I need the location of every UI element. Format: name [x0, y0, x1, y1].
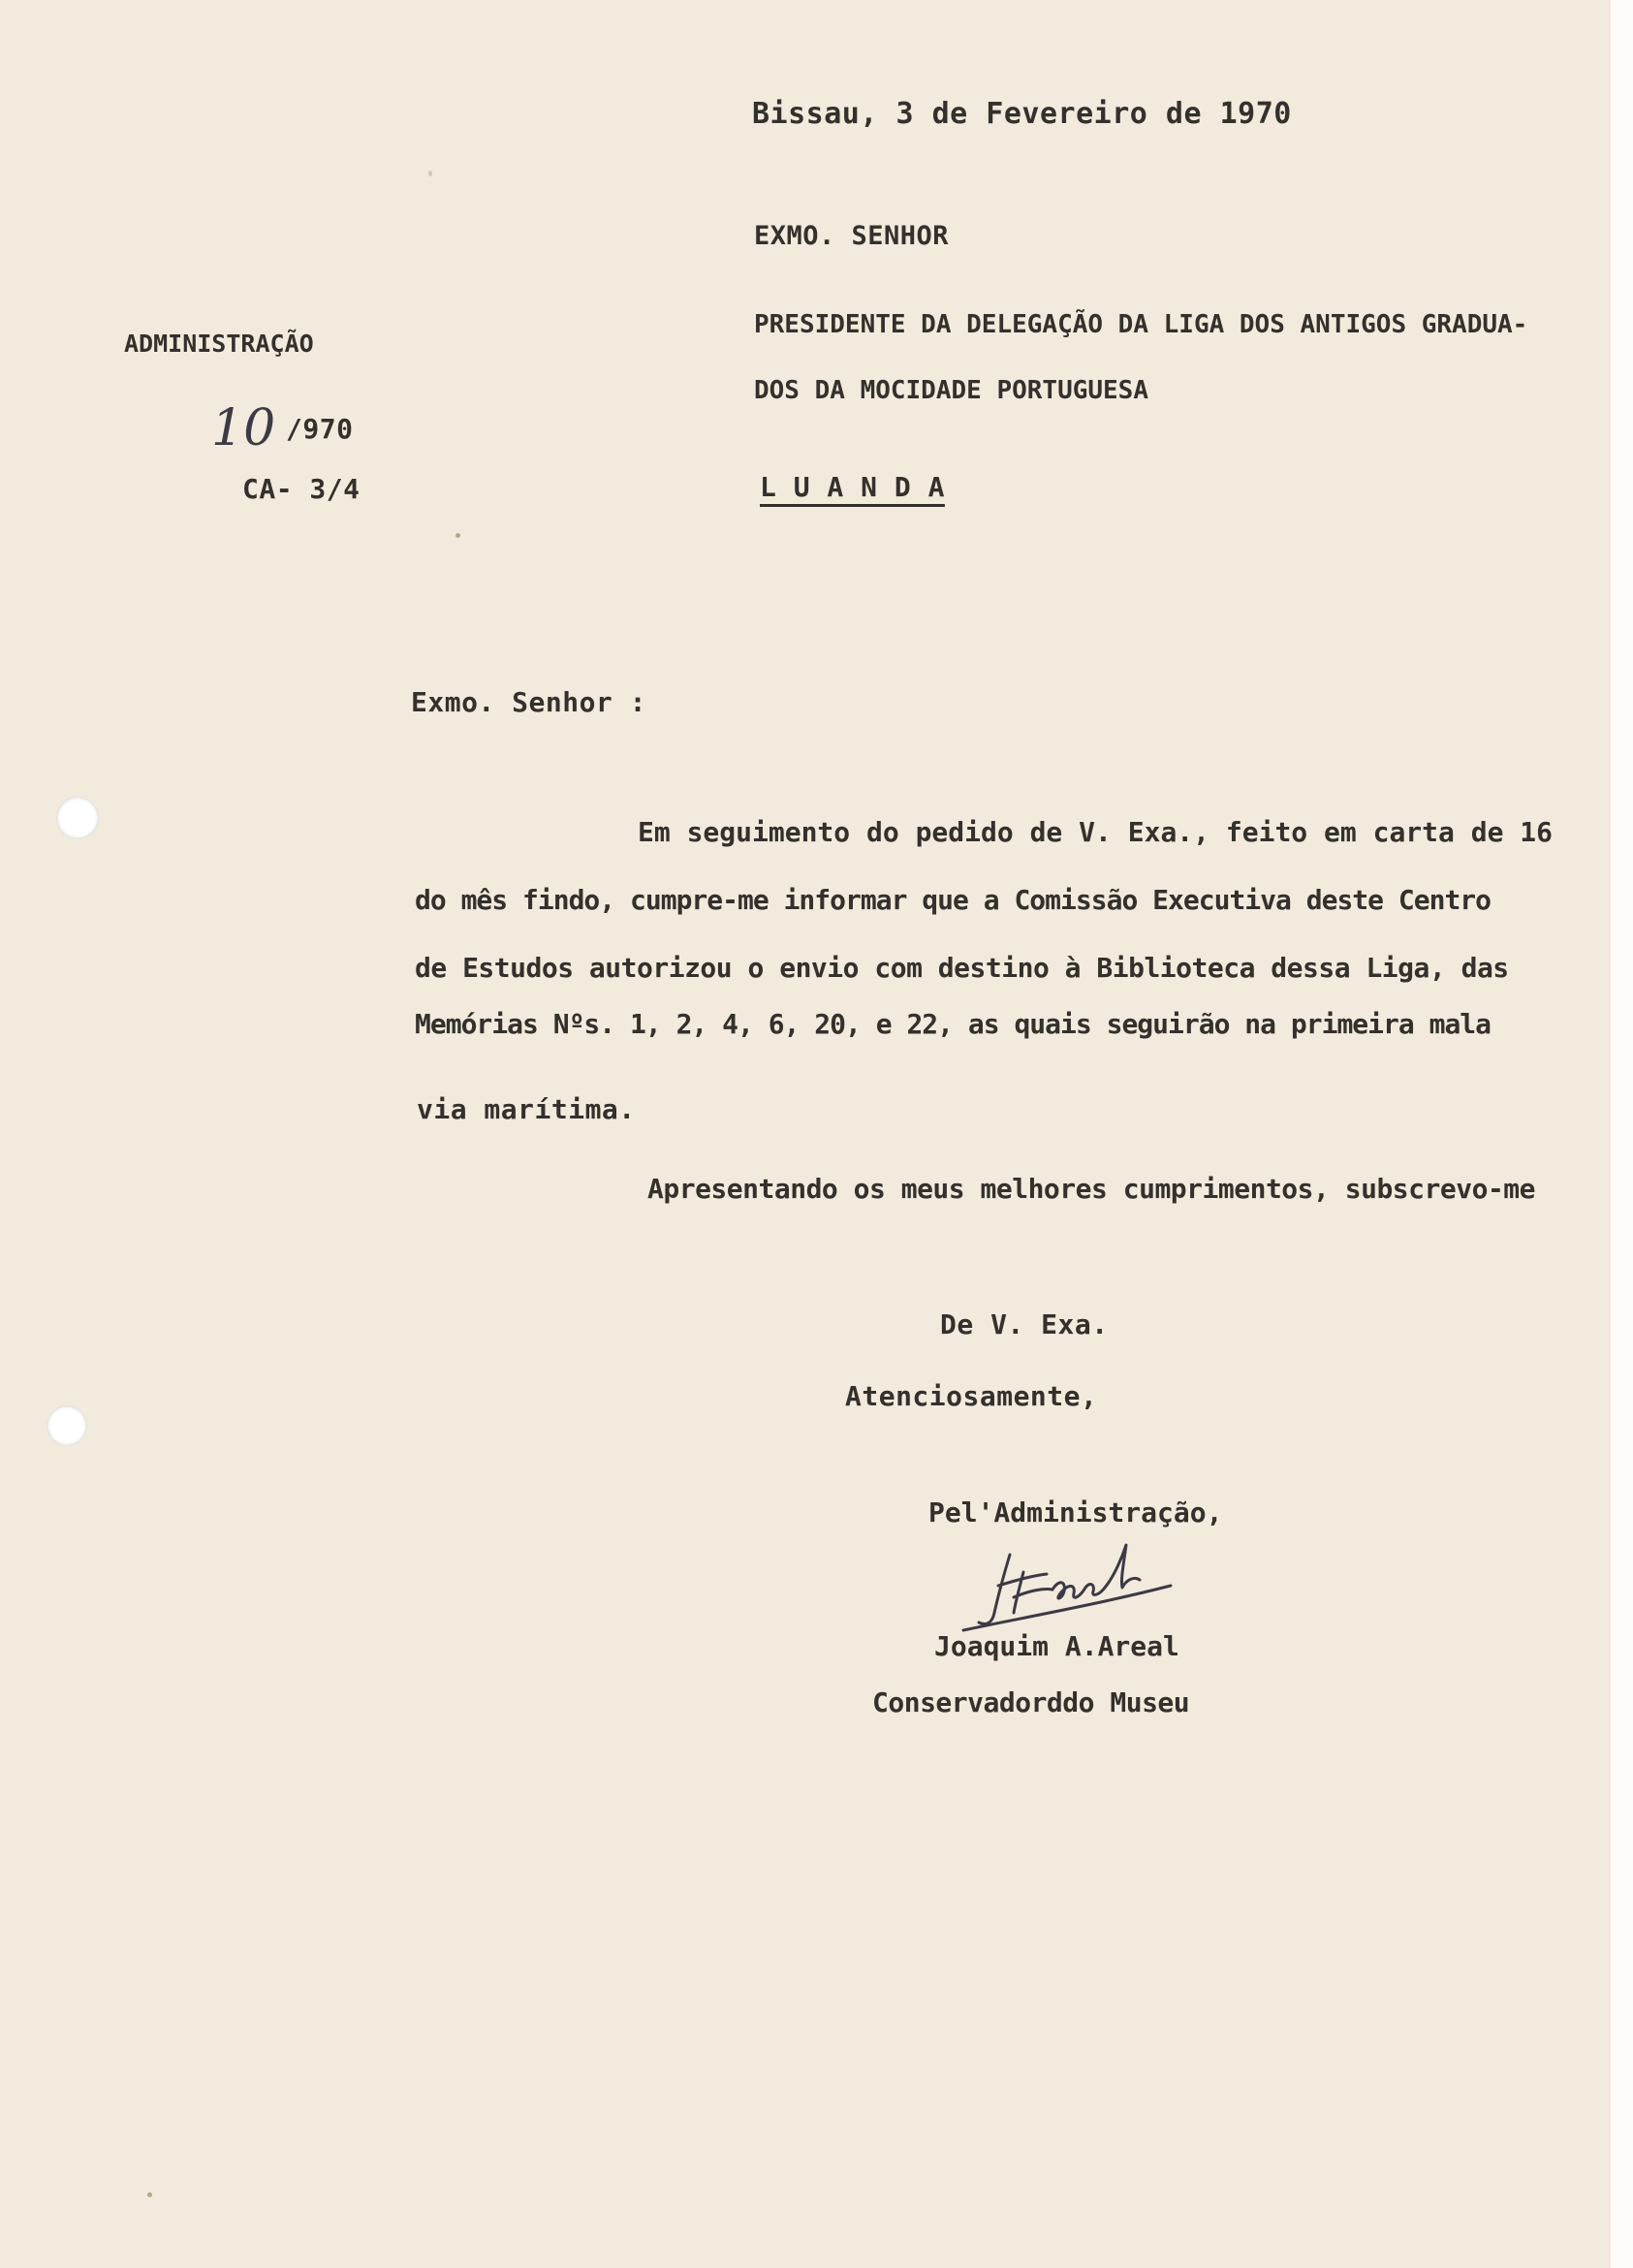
letter-greeting: Exmo. Senhor : [411, 686, 647, 718]
signer-title: Conservadorddo Museu [872, 1686, 1190, 1718]
paper-speck [147, 2192, 152, 2197]
department-label: ADMINISTRAÇÃO [124, 330, 314, 358]
recipient-salutation: EXMO. SENHOR [754, 221, 950, 251]
body-line-2: do mês findo, cumpre-me informar que a Comissão Executiva deste Centro [415, 884, 1492, 916]
on-behalf-of: Pel'Administração, [928, 1496, 1223, 1528]
punch-hole-bottom [47, 1405, 87, 1446]
recipient-title-line-2: DOS DA MOCIDADE PORTUGUESA [754, 376, 1148, 405]
file-code: CA- 3/4 [242, 473, 361, 505]
reference-number-handwritten: 10 [211, 399, 276, 457]
closing-sentence: Apresentando os meus melhores cumprimentos, subscrevo-me [647, 1173, 1536, 1205]
place-date: Bissau, 3 de Fevereiro de 1970 [752, 97, 1292, 131]
de-v-exa: De V. Exa. [940, 1308, 1109, 1340]
reference-number-typed: /970 [286, 413, 354, 445]
paper-speck [428, 171, 432, 176]
paper-speck [455, 533, 460, 538]
scan-margin [1611, 0, 1633, 2268]
punch-hole-top [56, 797, 99, 839]
body-line-5: via marítima. [417, 1093, 636, 1125]
regards: Atenciosamente, [845, 1380, 1098, 1412]
signer-name: Joaquim A.Areal [934, 1630, 1179, 1662]
body-line-1: Em seguimento do pedido de V. Exa., feito em carta de 16 [638, 816, 1554, 848]
recipient-title-line-1: PRESIDENTE DA DELEGAÇÃO DA LIGA DOS ANTIGOS GRADUA- [754, 310, 1528, 339]
body-line-3: de Estudos autorizou o envio com destino à Biblioteca dessa Liga, das [415, 952, 1509, 984]
body-line-4: Memórias Nºs. 1, 2, 4, 6, 20, e 22, as quais seguirão na primeira mala [415, 1008, 1492, 1040]
signature [959, 1537, 1202, 1644]
recipient-city: L U A N D A [760, 471, 945, 503]
